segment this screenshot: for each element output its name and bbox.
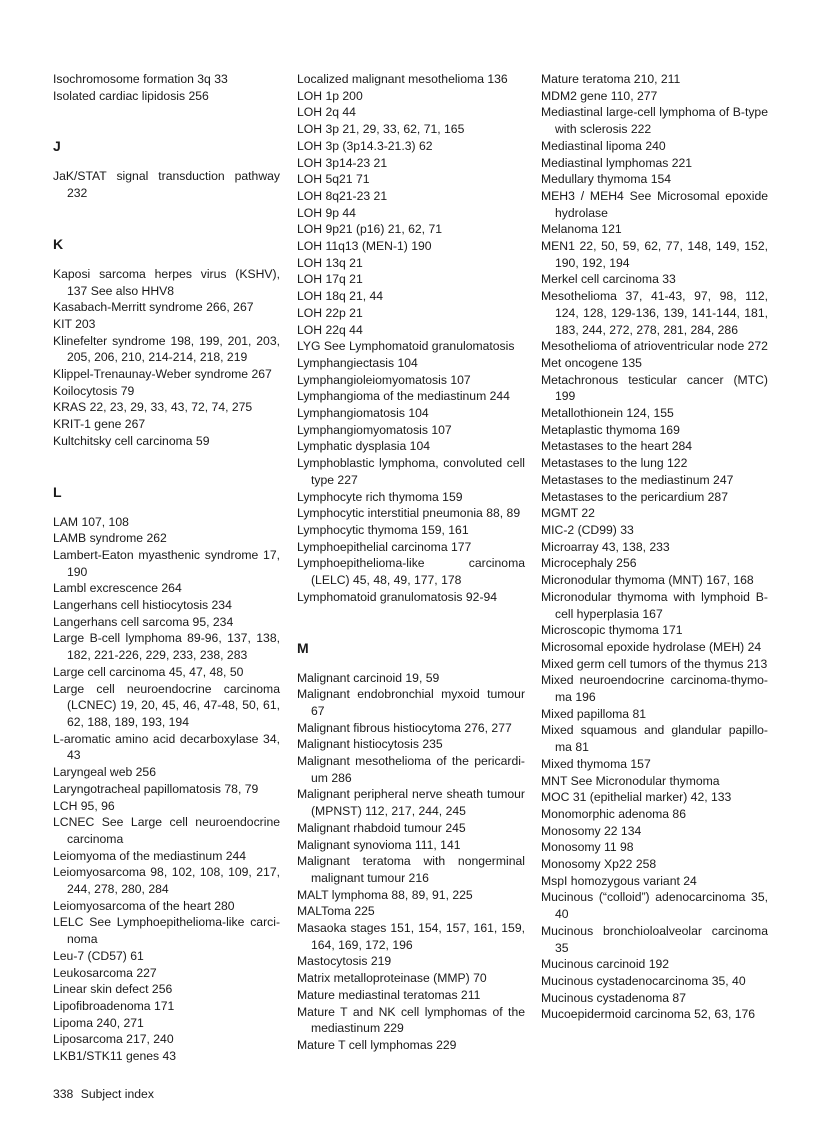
index-entry: Malignant endobronchial myxoid tumour 67 xyxy=(297,687,525,718)
index-entry: Mature mediastinal teratomas 211 xyxy=(297,987,481,1002)
index-entry: Microscopic thymoma 171 xyxy=(541,623,683,638)
index-entry: Klinefelter syndrome 198, 199, 201, 203, 205, 206, 210, 214-214, 218, 219 xyxy=(53,333,280,365)
index-entry: Mixed germ cell tumors of the thymus 213 xyxy=(541,656,768,671)
index-entry: Leiomyosarcoma 98, 102, 108, 109, 217, 244, 278, 280, 284 xyxy=(53,865,280,897)
index-entry: MspI homozygous variant 24 xyxy=(541,873,697,888)
index-entry: MNT See Micronodular thymoma xyxy=(541,773,720,788)
index-entry: Mixed neuroendocrine carcinoma-thymo-ma 196 xyxy=(541,673,768,705)
index-entry: KRIT-1 gene 267 xyxy=(53,417,146,432)
section-letter: J xyxy=(53,138,61,155)
section-letter: L xyxy=(53,483,62,500)
index-entry: LOH 22p 21 xyxy=(297,305,363,320)
index-entry: Large cell neuroendocrine carcinoma (LCNEC) 19, 20, 45, 46, 47-48, 50, 61, 62, 188, 189, 193, 194 xyxy=(53,681,280,729)
index-entry: Metastases to the pericardium 287 xyxy=(541,489,728,504)
index-entry: Lymphoepithelioma-like carcinoma (LELC) 45, 48, 49, 177, 178 xyxy=(297,556,525,588)
index-entry: Lymphangiectasis 104 xyxy=(297,355,418,370)
index-entry: Metaplastic thymoma 169 xyxy=(541,422,680,437)
index-entry: Melanoma 121 xyxy=(541,222,622,237)
section-title: Subject index xyxy=(80,1087,154,1101)
index-entry: Mediastinal large-cell lymphoma of B-type with sclerosis 222 xyxy=(541,105,768,137)
index-entry: Kultchitsky cell carcinoma 59 xyxy=(53,433,210,448)
index-entry: Mixed squamous and glandular papillo-ma 81 xyxy=(541,723,768,755)
index-entry: Monosomy Xp22 258 xyxy=(541,857,657,872)
index-entry: MOC 31 (epithelial marker) 42, 133 xyxy=(541,790,732,805)
index-entry: LAM 107, 108 xyxy=(53,514,129,529)
index-entry: Monosomy 11 98 xyxy=(541,840,634,855)
index-entry: Microarray 43, 138, 233 xyxy=(541,539,670,554)
index-entry: Leiomyoma of the mediastinum 244 xyxy=(53,848,247,863)
index-entry: Malignant synovioma 111, 141 xyxy=(297,837,461,852)
index-entry: Mature teratoma 210, 211 xyxy=(541,72,681,86)
index-entry: Monomorphic adenoma 86 xyxy=(541,806,686,821)
index-entry: Isochromosome formation 3q 33 xyxy=(53,72,228,86)
index-entry: Lymphoepithelial carcinoma 177 xyxy=(297,539,472,554)
index-entry: KRAS 22, 23, 29, 33, 43, 72, 74, 275 xyxy=(53,400,253,415)
index-entry: Liposarcoma 217, 240 xyxy=(53,1032,174,1047)
index-entry: Lymphoblastic lymphoma, convoluted cell type 227 xyxy=(297,456,525,487)
index-entry: Lymphangioleiomyomatosis 107 xyxy=(297,372,471,387)
index-entry: LCH 95, 96 xyxy=(53,798,115,813)
index-entry: LOH 8q21-23 21 xyxy=(297,188,388,203)
index-entry: LKB1/STK11 genes 43 xyxy=(53,1049,177,1064)
index-entry: Malignant carcinoid 19, 59 xyxy=(297,670,440,685)
index-entry: Leukosarcoma 227 xyxy=(53,965,157,980)
index-entry: Malignant fibrous histiocytoma 276, 277 xyxy=(297,720,512,735)
index-entry: Koilocytosis 79 xyxy=(53,383,135,398)
index-entry: Metastases to the lung 122 xyxy=(541,456,688,471)
index-entry: Leiomyosarcoma of the heart 280 xyxy=(53,898,235,913)
section-letter: K xyxy=(53,235,64,252)
index-entry: Malignant mesothelioma of the pericardi-um 286 xyxy=(297,754,525,785)
index-entry: LCNEC See Large cell neuroendocrine carcinoma xyxy=(53,815,280,846)
index-entry: Klippel-Trenaunay-Weber syndrome 267 xyxy=(53,367,272,382)
index-entry: LYG See Lymphomatoid granulomatosis xyxy=(297,339,515,354)
index-entry: Lymphangioma of the mediastinum 244 xyxy=(297,389,510,404)
index-entry: Microsomal epoxide hydrolase (MEH) 24 xyxy=(541,639,762,654)
index-entry: Lymphangiomatosis 104 xyxy=(297,406,429,421)
index-entry: Malignant teratoma with nongerminal malignant tumour 216 xyxy=(297,854,525,885)
index-entry: Large B-cell lymphoma 89-96, 137, 138, 182, 221-226, 229, 233, 238, 283 xyxy=(53,631,280,663)
index-entry: Malignant histiocytosis 235 xyxy=(297,737,443,752)
index-entry: Matrix metalloproteinase (MMP) 70 xyxy=(297,971,487,986)
index-entry: Micronodular thymoma (MNT) 167, 168 xyxy=(541,573,754,588)
index-entry: Laryngotracheal papillomatosis 78, 79 xyxy=(53,781,259,796)
index-entry: Localized malignant mesothelioma 136 xyxy=(297,72,508,86)
index-entry: LOH 3p 21, 29, 33, 62, 71, 165 xyxy=(297,122,465,137)
index-entry: LOH 1p 200 xyxy=(297,88,363,103)
index-entry: Medullary thymoma 154 xyxy=(541,172,672,187)
index-entry: Isolated cardiac lipidosis 256 xyxy=(53,88,209,103)
index-entry: Lymphocytic thymoma 159, 161 xyxy=(297,522,469,537)
index-entry: Lambert-Eaton myasthenic syndrome 17, 190 xyxy=(53,547,280,579)
index-entry: Mucinous bronchioloalveolar carcinoma 35 xyxy=(541,923,768,955)
index-entry: MDM2 gene 110, 277 xyxy=(541,88,658,103)
index-entry: Mixed thymoma 157 xyxy=(541,756,651,771)
index-entry: Mesothelioma of atrioventricular node 272 xyxy=(541,339,768,354)
index-entry: Langerhans cell histiocytosis 234 xyxy=(53,598,232,613)
index-entry: Lipoma 240, 271 xyxy=(53,1015,144,1030)
index-entry: Mediastinal lipoma 240 xyxy=(541,138,666,153)
index-entry: MGMT 22 xyxy=(541,506,595,521)
index-entry: Mixed papilloma 81 xyxy=(541,706,647,721)
index-column-3 xyxy=(541,71,768,1023)
index-entry: Mature T and NK cell lymphomas of the mediastinum 229 xyxy=(297,1004,525,1036)
index-entry: MEH3 / MEH4 See Microsomal epoxide hydrolase xyxy=(541,188,768,220)
index-entry: Lymphangiomyomatosis 107 xyxy=(297,422,452,437)
index-entry: Merkel cell carcinoma 33 xyxy=(541,272,676,287)
index-entry: Kaposi sarcoma herpes virus (KSHV), 137 See also HHV8 xyxy=(53,266,280,298)
index-entry: Malignant peripheral nerve sheath tumour (MPNST) 112, 217, 244, 245 xyxy=(297,787,525,819)
index-entry: Lambl excrescence 264 xyxy=(53,581,182,596)
index-entry: LOH 2q 44 xyxy=(297,105,356,120)
page-number: 338 xyxy=(53,1087,74,1101)
index-column-1 xyxy=(53,71,280,1065)
index-entry: Metastases to the mediastinum 247 xyxy=(541,472,734,487)
index-entry: LOH 11q13 (MEN-1) 190 xyxy=(297,239,432,254)
index-entry: LOH 17q 21 xyxy=(297,272,363,287)
index-entry: Met oncogene 135 xyxy=(541,355,642,370)
index-entry: LOH 22q 44 xyxy=(297,322,363,337)
index-entry: KIT 203 xyxy=(53,316,96,331)
index-entry: Linear skin defect 256 xyxy=(53,982,173,997)
index-entry: JaK/STAT signal transduction pathway 232 xyxy=(53,169,280,201)
index-entry: LOH 9p21 (p16) 21, 62, 71 xyxy=(297,222,442,237)
index-entry: Mesothelioma 37, 41-43, 97, 98, 112, 124, 128, 129-136, 139, 141-144, 181, 183, 244, 272, 278, 281, 284, 286 xyxy=(541,289,768,337)
index-entry: LOH 18q 21, 44 xyxy=(297,289,384,304)
index-entry: LAMB syndrome 262 xyxy=(53,531,167,546)
index-entry: Metastases to the heart 284 xyxy=(541,439,693,454)
index-entry: Mucinous cystadenocarcinoma 35, 40 xyxy=(541,973,746,988)
index-entry: Lymphomatoid granulomatosis 92-94 xyxy=(297,589,498,604)
index-entry: Metallothionein 124, 155 xyxy=(541,406,674,421)
index-entry: LOH 3p14-23 21 xyxy=(297,155,388,170)
index-entry: Lymphocyte rich thymoma 159 xyxy=(297,489,463,504)
index-entry: Langerhans cell sarcoma 95, 234 xyxy=(53,614,234,629)
index-entry: MALToma 225 xyxy=(297,904,375,919)
index-entry: Mucinous carcinoid 192 xyxy=(541,957,670,972)
index-entry: LOH 9p 44 xyxy=(297,205,356,220)
index-entry: LOH 13q 21 xyxy=(297,255,363,270)
index-entry: Micronodular thymoma with lymphoid B-cell hyperplasia 167 xyxy=(541,589,768,621)
index-entry: Microcephaly 256 xyxy=(541,556,637,571)
index-entry: Large cell carcinoma 45, 47, 48, 50 xyxy=(53,664,244,679)
index-entry: Mastocytosis 219 xyxy=(297,954,392,969)
section-letter: M xyxy=(297,639,309,656)
index-entry: Leu-7 (CD57) 61 xyxy=(53,948,144,963)
index-entry: Mucinous (“colloid”) adenocarcinoma 35, 40 xyxy=(541,890,768,922)
index-entry: Monosomy 22 134 xyxy=(541,823,642,838)
index-entry: Lymphocytic interstitial pneumonia 88, 89 xyxy=(297,506,521,521)
index-entry: MEN1 22, 50, 59, 62, 77, 148, 149, 152, 190, 192, 194 xyxy=(541,239,768,270)
index-entry: LOH 5q21 71 xyxy=(297,172,370,187)
index-entry: MALT lymphoma 88, 89, 91, 225 xyxy=(297,887,473,902)
index-entry: Mediastinal lymphomas 221 xyxy=(541,155,693,170)
index-entry: Lymphatic dysplasia 104 xyxy=(297,439,431,454)
index-entry: L-aromatic amino acid decarboxylase 34, 43 xyxy=(53,731,280,763)
index-entry: LOH 3p (3p14.3-21.3) 62 xyxy=(297,138,433,153)
index-entry: Mucoepidermoid carcinoma 52, 63, 176 xyxy=(541,1007,756,1022)
index-entry: LELC See Lymphoepithelioma-like carci-noma xyxy=(53,915,280,947)
index-entry: Mucinous cystadenoma 87 xyxy=(541,990,686,1005)
index-entry: Metachronous testicular cancer (MTC) 199 xyxy=(541,372,768,404)
index-entry: Masaoka stages 151, 154, 157, 161, 159, 164, 169, 172, 196 xyxy=(297,921,525,952)
index-entry: Malignant rhabdoid tumour 245 xyxy=(297,820,466,835)
index-entry: Mature T cell lymphomas 229 xyxy=(297,1037,457,1052)
index-entry: Lipofibroadenoma 171 xyxy=(53,998,175,1013)
index-entry: MIC-2 (CD99) 33 xyxy=(541,522,634,537)
index-column-2 xyxy=(297,71,525,1054)
index-entry: Laryngeal web 256 xyxy=(53,765,156,780)
index-entry: Kasabach-Merritt syndrome 266, 267 xyxy=(53,300,254,315)
page-footer xyxy=(53,1086,154,1102)
